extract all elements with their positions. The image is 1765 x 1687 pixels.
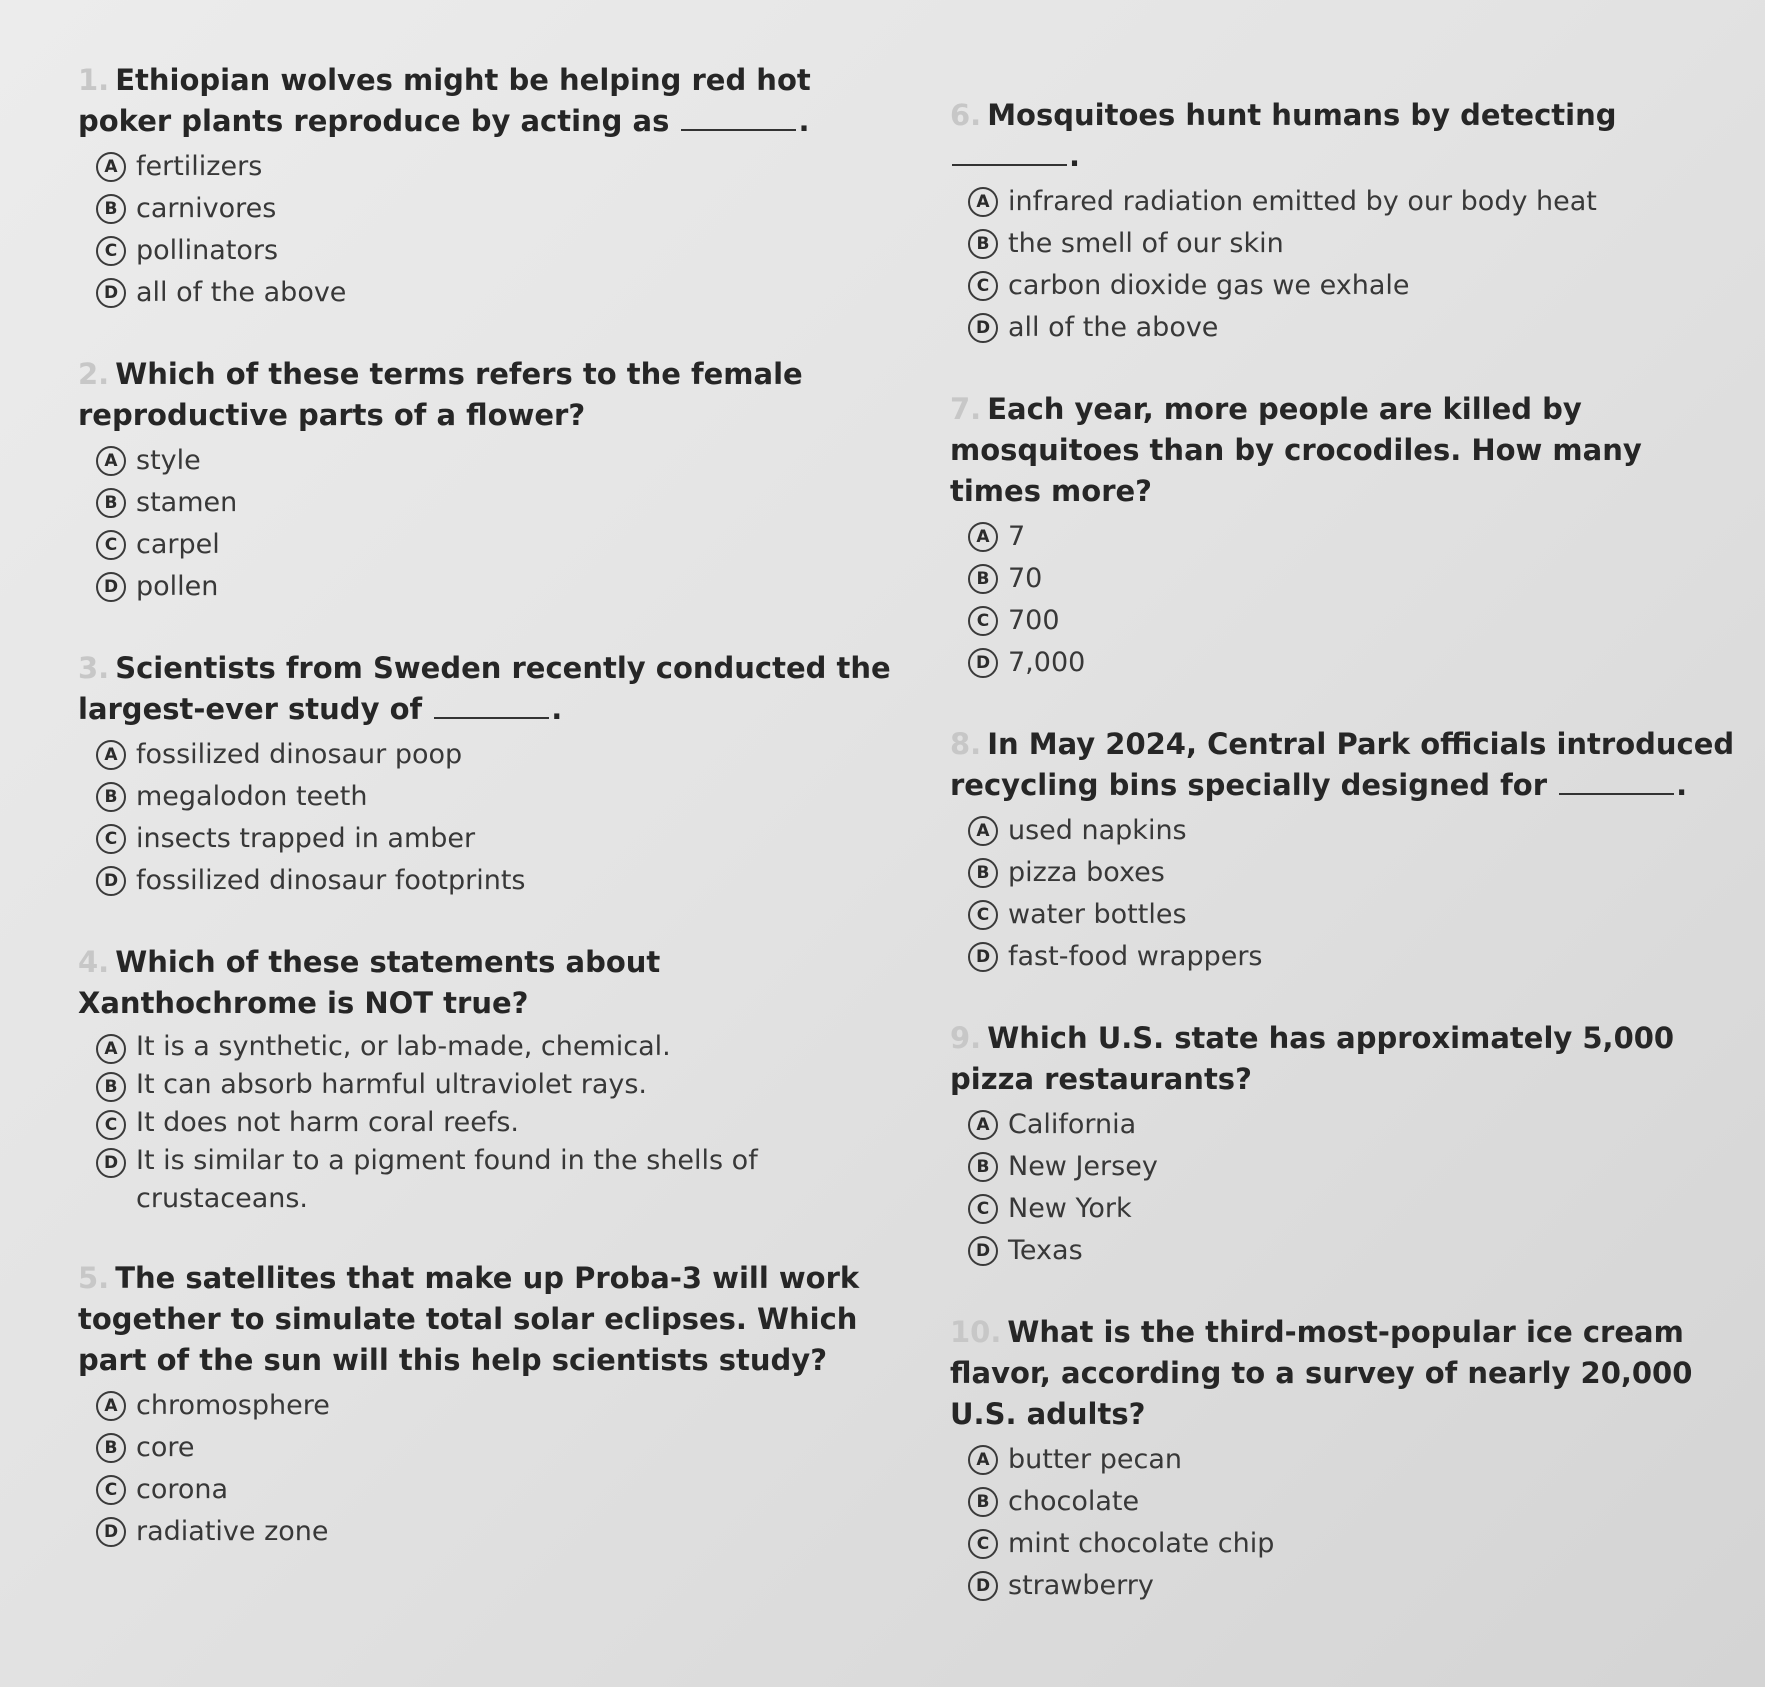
option-letter-circle: A bbox=[96, 1034, 126, 1064]
answer-option[interactable] bbox=[968, 223, 1740, 265]
answer-option[interactable] bbox=[96, 1066, 778, 1104]
question-text-end: . bbox=[1676, 768, 1688, 802]
option-letter-circle: B bbox=[968, 1152, 998, 1182]
answer-option[interactable] bbox=[96, 188, 898, 230]
option-letter-circle: D bbox=[96, 572, 126, 602]
question-stem bbox=[78, 1258, 898, 1381]
option-letter-circle: D bbox=[968, 313, 998, 343]
option-letter-circle: B bbox=[96, 488, 126, 518]
option-text: core bbox=[136, 1432, 195, 1463]
answer-options bbox=[78, 1028, 898, 1218]
answer-option[interactable] bbox=[96, 860, 898, 902]
question-text: Scientists from Sweden recently conducted the largest-ever study of bbox=[78, 651, 891, 726]
answer-option[interactable] bbox=[96, 818, 898, 860]
option-text: infrared radiation emitted by our body heat bbox=[1008, 186, 1597, 217]
question-stem bbox=[78, 648, 898, 730]
option-text: stamen bbox=[136, 487, 238, 518]
question-stem bbox=[950, 1018, 1740, 1100]
option-text: 7 bbox=[1008, 521, 1026, 552]
option-letter-circle: D bbox=[96, 866, 126, 896]
option-letter-circle: B bbox=[96, 194, 126, 224]
option-text: pollinators bbox=[136, 235, 279, 266]
option-text: It can absorb harmful ultraviolet rays. bbox=[136, 1069, 647, 1100]
answer-option[interactable] bbox=[968, 307, 1740, 349]
option-letter-circle: A bbox=[96, 740, 126, 770]
option-text: pizza boxes bbox=[1008, 857, 1165, 888]
answer-option[interactable] bbox=[96, 230, 898, 272]
question bbox=[950, 724, 1740, 978]
question-number: 8. bbox=[950, 727, 982, 761]
answer-blank bbox=[1559, 771, 1674, 795]
answer-option[interactable] bbox=[968, 558, 1740, 600]
option-letter-circle: D bbox=[968, 648, 998, 678]
answer-option[interactable] bbox=[968, 1523, 1740, 1565]
answer-option[interactable] bbox=[96, 566, 898, 608]
option-text: fossilized dinosaur poop bbox=[136, 739, 463, 770]
question-text: What is the third-most-popular ice cream flavor, according to a survey of nearly 20,000 U.S. adults? bbox=[950, 1315, 1693, 1431]
option-letter-circle: C bbox=[968, 900, 998, 930]
option-text: New York bbox=[1008, 1193, 1132, 1224]
option-letter-circle: C bbox=[968, 606, 998, 636]
question bbox=[950, 1312, 1740, 1607]
option-text: carpel bbox=[136, 529, 220, 560]
question bbox=[950, 389, 1740, 684]
answer-blank bbox=[952, 142, 1067, 166]
option-text: mint chocolate chip bbox=[1008, 1528, 1275, 1559]
question-text: Ethiopian wolves might be helping red hot poker plants reproduce by acting as bbox=[78, 63, 811, 138]
question-number: 4. bbox=[78, 945, 110, 979]
answer-options bbox=[78, 1385, 898, 1553]
option-text: carnivores bbox=[136, 193, 277, 224]
option-letter-circle: C bbox=[96, 530, 126, 560]
answer-option[interactable] bbox=[968, 1146, 1740, 1188]
option-letter-circle: B bbox=[968, 1487, 998, 1517]
option-text: style bbox=[136, 445, 201, 476]
answer-option[interactable] bbox=[968, 1104, 1740, 1146]
answer-option[interactable] bbox=[96, 1385, 898, 1427]
answer-option[interactable] bbox=[968, 852, 1740, 894]
option-letter-circle: A bbox=[96, 152, 126, 182]
question-text-end: . bbox=[798, 104, 810, 138]
answer-option[interactable] bbox=[96, 524, 898, 566]
option-letter-circle: A bbox=[968, 187, 998, 217]
option-letter-circle: D bbox=[96, 1517, 126, 1547]
option-text: megalodon teeth bbox=[136, 781, 368, 812]
option-letter-circle: D bbox=[968, 1571, 998, 1601]
answer-option[interactable] bbox=[968, 181, 1740, 223]
option-letter-circle: B bbox=[968, 229, 998, 259]
option-letter-circle: C bbox=[968, 1529, 998, 1559]
option-text: fast-food wrappers bbox=[1008, 941, 1263, 972]
question-text: In May 2024, Central Park officials introduced recycling bins specially designed for bbox=[950, 727, 1735, 802]
option-letter-circle: A bbox=[968, 522, 998, 552]
question-number: 7. bbox=[950, 392, 982, 426]
question-stem bbox=[78, 60, 898, 142]
question-number: 6. bbox=[950, 98, 982, 132]
option-text: fertilizers bbox=[136, 151, 263, 182]
question-text: Which U.S. state has approximately 5,000 pizza restaurants? bbox=[950, 1021, 1675, 1096]
question-text: Mosquitoes hunt humans by detecting bbox=[987, 98, 1617, 132]
option-letter-circle: C bbox=[968, 1194, 998, 1224]
option-letter-circle: D bbox=[96, 278, 126, 308]
option-text: all of the above bbox=[1008, 312, 1219, 343]
question-text-end: . bbox=[1069, 139, 1081, 173]
answer-option[interactable] bbox=[968, 1439, 1740, 1481]
question bbox=[78, 354, 898, 608]
option-letter-circle: A bbox=[96, 1391, 126, 1421]
option-text: 700 bbox=[1008, 605, 1060, 636]
option-text: It does not harm coral reefs. bbox=[136, 1107, 519, 1138]
question bbox=[78, 648, 898, 902]
option-letter-circle: B bbox=[96, 1433, 126, 1463]
question-stem bbox=[950, 95, 1740, 177]
option-letter-circle: C bbox=[96, 824, 126, 854]
option-text: carbon dioxide gas we exhale bbox=[1008, 270, 1410, 301]
answer-options bbox=[78, 734, 898, 902]
answer-option[interactable] bbox=[96, 1028, 778, 1066]
option-text: California bbox=[1008, 1109, 1137, 1140]
answer-options bbox=[950, 516, 1740, 684]
option-text: fossilized dinosaur footprints bbox=[136, 865, 526, 896]
answer-options bbox=[950, 810, 1740, 978]
option-text: chromosphere bbox=[136, 1390, 330, 1421]
question bbox=[78, 1258, 898, 1553]
option-letter-circle: D bbox=[968, 1236, 998, 1266]
answer-blank bbox=[681, 107, 796, 131]
option-letter-circle: B bbox=[968, 564, 998, 594]
answer-option[interactable] bbox=[968, 600, 1740, 642]
option-text: strawberry bbox=[1008, 1570, 1154, 1601]
question-text: Which of these statements about Xanthochrome is NOT true? bbox=[78, 945, 661, 1020]
option-text: all of the above bbox=[136, 277, 347, 308]
answer-option[interactable] bbox=[968, 1481, 1740, 1523]
question-stem bbox=[950, 1312, 1740, 1435]
answer-option[interactable] bbox=[96, 272, 898, 314]
question-number: 2. bbox=[78, 357, 110, 391]
question-number: 9. bbox=[950, 1021, 982, 1055]
answer-option[interactable] bbox=[968, 642, 1740, 684]
answer-option[interactable] bbox=[96, 734, 898, 776]
option-text: It is a synthetic, or lab-made, chemical. bbox=[136, 1031, 671, 1062]
answer-option[interactable] bbox=[968, 936, 1740, 978]
answer-options bbox=[950, 1104, 1740, 1272]
answer-option[interactable] bbox=[96, 776, 898, 818]
option-letter-circle: C bbox=[968, 271, 998, 301]
option-letter-circle: C bbox=[96, 1110, 126, 1140]
answer-option[interactable] bbox=[96, 1511, 898, 1553]
answer-options bbox=[78, 146, 898, 314]
answer-option[interactable] bbox=[96, 146, 898, 188]
option-text: chocolate bbox=[1008, 1486, 1140, 1517]
right-column bbox=[950, 95, 1740, 1647]
option-letter-circle: A bbox=[968, 1445, 998, 1475]
option-text: pollen bbox=[136, 571, 219, 602]
option-text: used napkins bbox=[1008, 815, 1187, 846]
question-number: 5. bbox=[78, 1261, 110, 1295]
answer-option[interactable] bbox=[968, 894, 1740, 936]
question bbox=[950, 95, 1740, 349]
answer-blank bbox=[434, 695, 549, 719]
question-stem bbox=[950, 389, 1740, 512]
option-text: 70 bbox=[1008, 563, 1043, 594]
option-text: radiative zone bbox=[136, 1516, 329, 1547]
answer-options bbox=[950, 181, 1740, 349]
question bbox=[78, 60, 898, 314]
question bbox=[78, 942, 898, 1218]
option-letter-circle: B bbox=[96, 1072, 126, 1102]
question-text: The satellites that make up Proba-3 will work together to simulate total solar eclipses. Which part of the sun will this help scientists study? bbox=[78, 1261, 860, 1377]
option-letter-circle: C bbox=[96, 1475, 126, 1505]
question-text-end: . bbox=[551, 692, 563, 726]
question-text: Which of these terms refers to the female reproductive parts of a flower? bbox=[78, 357, 803, 432]
option-letter-circle: A bbox=[96, 446, 126, 476]
answer-option[interactable] bbox=[96, 1427, 898, 1469]
option-letter-circle: B bbox=[968, 858, 998, 888]
answer-option[interactable] bbox=[968, 810, 1740, 852]
answer-option[interactable] bbox=[968, 516, 1740, 558]
answer-option[interactable] bbox=[968, 1565, 1740, 1607]
question-number: 3. bbox=[78, 651, 110, 685]
option-letter-circle: C bbox=[96, 236, 126, 266]
question-text: Each year, more people are killed by mosquitoes than by crocodiles. How many times more? bbox=[950, 392, 1642, 508]
option-text: corona bbox=[136, 1474, 229, 1505]
option-letter-circle: D bbox=[96, 1148, 126, 1178]
question-stem bbox=[78, 354, 898, 436]
question-stem bbox=[78, 942, 898, 1024]
question-number: 1. bbox=[78, 63, 110, 97]
answer-option[interactable] bbox=[96, 1104, 778, 1142]
left-column bbox=[78, 60, 898, 1593]
option-text: Texas bbox=[1008, 1235, 1083, 1266]
answer-option[interactable] bbox=[96, 1469, 898, 1511]
question bbox=[950, 1018, 1740, 1272]
option-text: water bottles bbox=[1008, 899, 1187, 930]
option-text: the smell of our skin bbox=[1008, 228, 1284, 259]
question-stem bbox=[950, 724, 1740, 806]
answer-options bbox=[950, 1439, 1740, 1607]
answer-option[interactable] bbox=[968, 265, 1740, 307]
option-text: It is similar to a pigment found in the shells of crustaceans. bbox=[136, 1145, 758, 1214]
option-letter-circle: D bbox=[968, 942, 998, 972]
answer-option[interactable] bbox=[96, 440, 898, 482]
option-text: New Jersey bbox=[1008, 1151, 1158, 1182]
answer-option[interactable] bbox=[96, 482, 898, 524]
option-letter-circle: A bbox=[968, 1110, 998, 1140]
answer-option[interactable] bbox=[968, 1188, 1740, 1230]
answer-options bbox=[78, 440, 898, 608]
option-text: butter pecan bbox=[1008, 1444, 1182, 1475]
option-letter-circle: B bbox=[96, 782, 126, 812]
option-text: insects trapped in amber bbox=[136, 823, 476, 854]
answer-option[interactable] bbox=[96, 1142, 778, 1218]
option-text: 7,000 bbox=[1008, 647, 1086, 678]
question-number: 10. bbox=[950, 1315, 1002, 1349]
option-letter-circle: A bbox=[968, 816, 998, 846]
answer-option[interactable] bbox=[968, 1230, 1740, 1272]
